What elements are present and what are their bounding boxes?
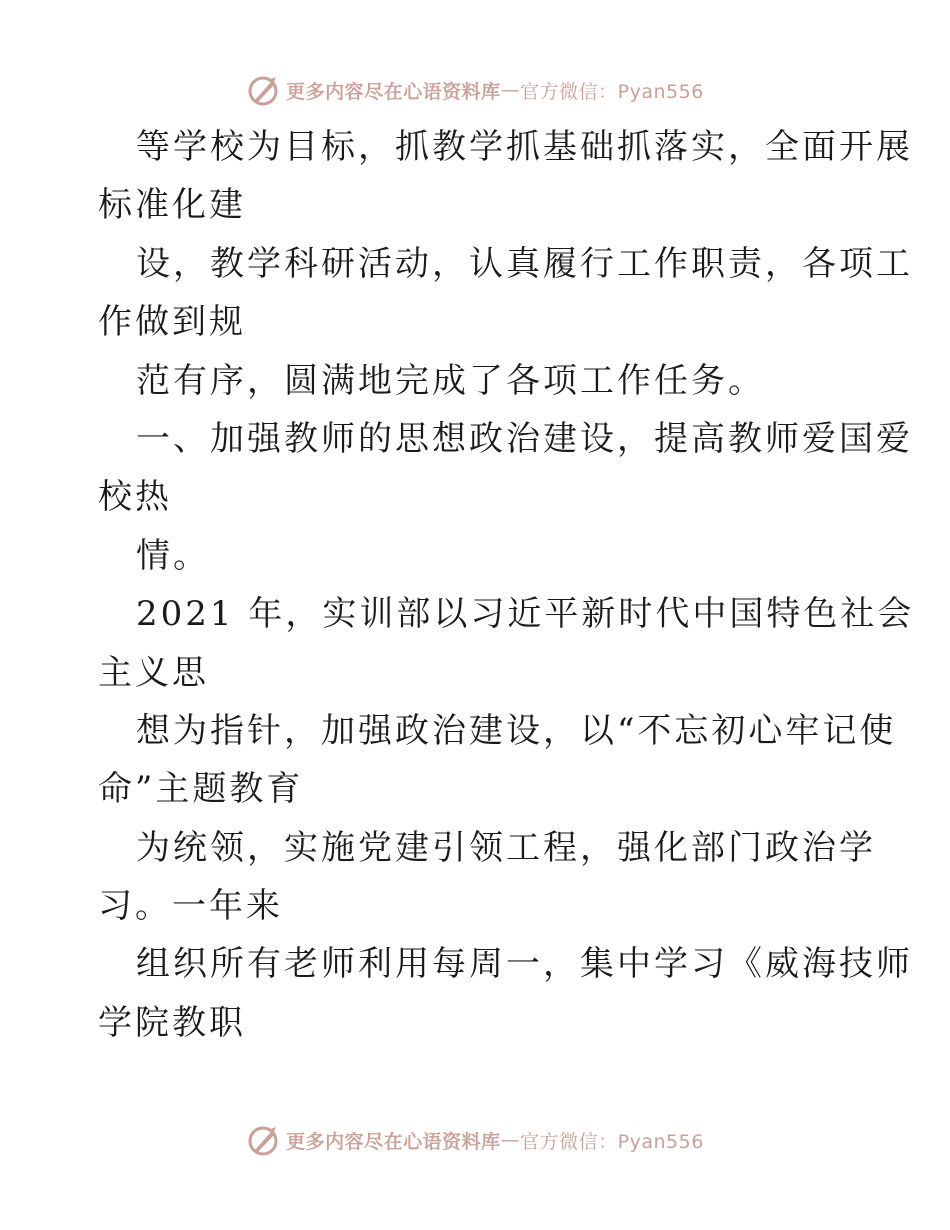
- text-line: 作做到规: [98, 302, 246, 343]
- footer-watermark: [0, 1120, 950, 1160]
- watermark-dash: —: [500, 1129, 521, 1151]
- text-line: 一、加强教师的思想政治建设，提高教师爱国爱: [136, 418, 913, 459]
- text-line: 习。一年来: [98, 886, 283, 927]
- text-line: 设，教学科研活动，认真履行工作职责，各项工: [136, 243, 913, 284]
- text-line: 情。: [136, 535, 210, 576]
- watermark-sub-text: 官方微信：Pyan556: [520, 80, 704, 103]
- pen-seal-icon: [246, 1123, 280, 1157]
- text-line: 标准化建: [98, 185, 246, 226]
- watermark-main-text: 更多内容尽在心语资料库: [286, 1130, 501, 1153]
- text-line: 组织所有老师利用每周一，集中学习《威海技师: [136, 944, 913, 985]
- text-line: 2021 年，实训部以习近平新时代中国特色社会: [136, 594, 915, 635]
- text-line: 想为指针，加强政治建设，以“不忘初心牢记使: [136, 710, 897, 751]
- text-line: 主义思: [98, 652, 209, 693]
- watermark-sub-text: 官方微信：Pyan556: [520, 1130, 704, 1153]
- document-body: [98, 118, 915, 1052]
- text-line: 为统领，实施党建引领工程，强化部门政治学: [136, 827, 876, 868]
- text-line: 范有序，圆满地完成了各项工作任务。: [136, 360, 765, 401]
- text-line: 等学校为目标，抓教学抓基础抓落实，全面开展: [136, 127, 913, 167]
- pen-seal-icon: [246, 73, 280, 107]
- text-line: 命”主题教育: [98, 769, 304, 810]
- watermark-main-text: 更多内容尽在心语资料库: [286, 80, 501, 103]
- watermark-dash: —: [500, 79, 521, 101]
- header-watermark: [0, 70, 950, 110]
- text-line: 学院教职: [98, 1002, 246, 1043]
- text-line: 校热: [98, 477, 172, 518]
